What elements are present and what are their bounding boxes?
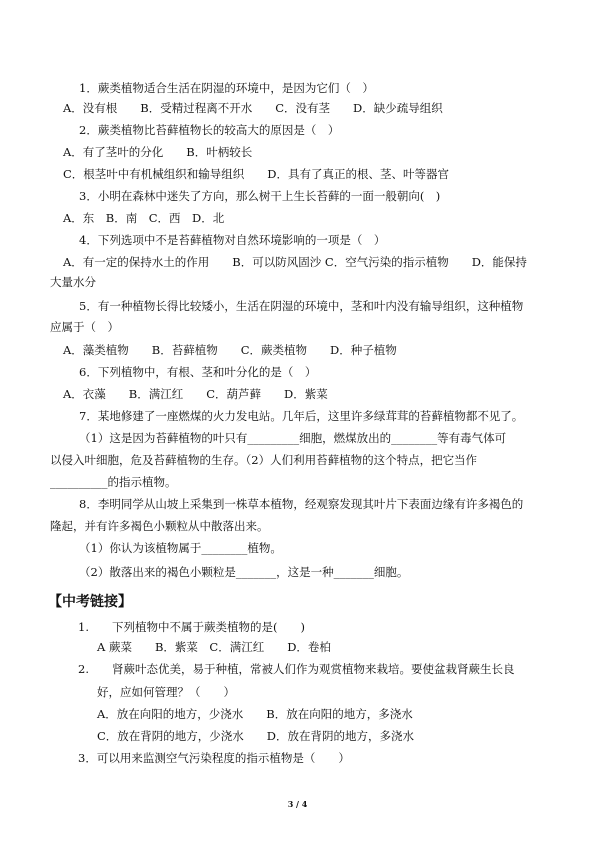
question-5-options: A．藻类植物 B．苔藓植物 C．蕨类植物 D．种子植物: [63, 343, 397, 357]
question-7: 7．某地修建了一座燃煤的火力发电站。几年后，这里许多绿茸茸的苔藓植物都不见了。: [79, 409, 524, 423]
exam-question-2-options-cd: C．放在背阴的地方，少浇水 D．放在背阴的地方，多浇水: [97, 729, 415, 743]
question-6: 6．下列植物中，有根、茎和叶分化的是（ ）: [79, 365, 317, 379]
question-8-cont: 隆起，并有许多褐色小颗粒从中散落出来。: [50, 519, 269, 533]
page-number: 3 / 4: [287, 799, 308, 809]
question-2-options-ab: A．有了茎叶的分化 B．叶柄较长: [63, 145, 253, 159]
question-7-part-2-cont: __________的指示植物。: [50, 475, 177, 489]
question-8-part-2: （2）散落出来的褐色小颗粒是_______，这是一种_______细胞。: [79, 565, 409, 579]
question-2-options-cd: C．根茎叶中有机械组织和输导组织 D．具有了真正的根、茎、叶等器官: [63, 167, 450, 181]
question-3-options: A．东 B．南 C．西 D．北: [63, 211, 225, 225]
exam-question-1-options: A 蕨菜 B．紫菜 C．满江红 D．卷柏: [97, 640, 331, 654]
exam-question-2-cont: 好，应如何管理？（ ）: [97, 685, 235, 699]
question-2: 2．蕨类植物比苔藓植物长的较高大的原因是（ ）: [79, 123, 340, 137]
question-4-options: A．有一定的保持水土的作用 B．可以防风固沙 C．空气污染的指示植物 D．能保持: [63, 255, 527, 269]
question-1: 1．蕨类植物适合生活在阴湿的环境中，是因为它们（ ）: [79, 81, 374, 95]
question-8: 8．李明同学从山坡上采集到一株草本植物，经观察发现其叶片下表面边缘有许多褐色的: [79, 497, 524, 511]
question-5-cont: 应属于（ ）: [50, 320, 119, 334]
question-8-part-1: （1）你认为该植物属于________植物。: [79, 541, 282, 555]
question-4-options-cont: 大量水分: [50, 275, 96, 289]
exam-question-2: 2. 肾蕨叶态优美，易于种植，常被人们作为观赏植物来栽培。要使盆栽肾蕨生长良: [78, 662, 515, 676]
exam-question-2-options-ab: A．放在向阳的地方，少浇水 B．放在向阳的地方，多浇水: [97, 707, 413, 721]
exam-question-1: 1. 下列植物中不属于蕨类植物的是( ): [78, 620, 305, 634]
question-7-part-1: （1）这是因为苔藓植物的叶只有_________细胞，燃煤放出的________等有毒气体可: [79, 431, 507, 445]
question-3: 3．小明在森林中迷失了方向，那么树干上生长苔藓的一面一般朝向( ): [79, 189, 441, 203]
question-4: 4．下列选项中不是苔藓植物对自然环境影响的一项是（ ）: [79, 233, 386, 247]
section-heading: 【中考链接】: [48, 594, 132, 610]
question-7-part-1-cont: 以侵入叶细胞，危及苔藓植物的生存。（2）人们利用苔藓植物的这个特点，把它当作: [50, 453, 478, 467]
question-5: 5．有一种植物长得比较矮小，生活在阴湿的环境中，茎和叶内没有输导组织，这种植物: [79, 299, 524, 313]
question-6-options: A．衣藻 B．满江红 C．葫芦藓 D．紫菜: [63, 387, 328, 401]
exam-question-3: 3．可以用来监测空气污染程度的指示植物是（ ）: [78, 751, 350, 765]
question-1-options: A．没有根 B．受精过程离不开水 C．没有茎 D．缺少疏导组织: [63, 101, 443, 115]
